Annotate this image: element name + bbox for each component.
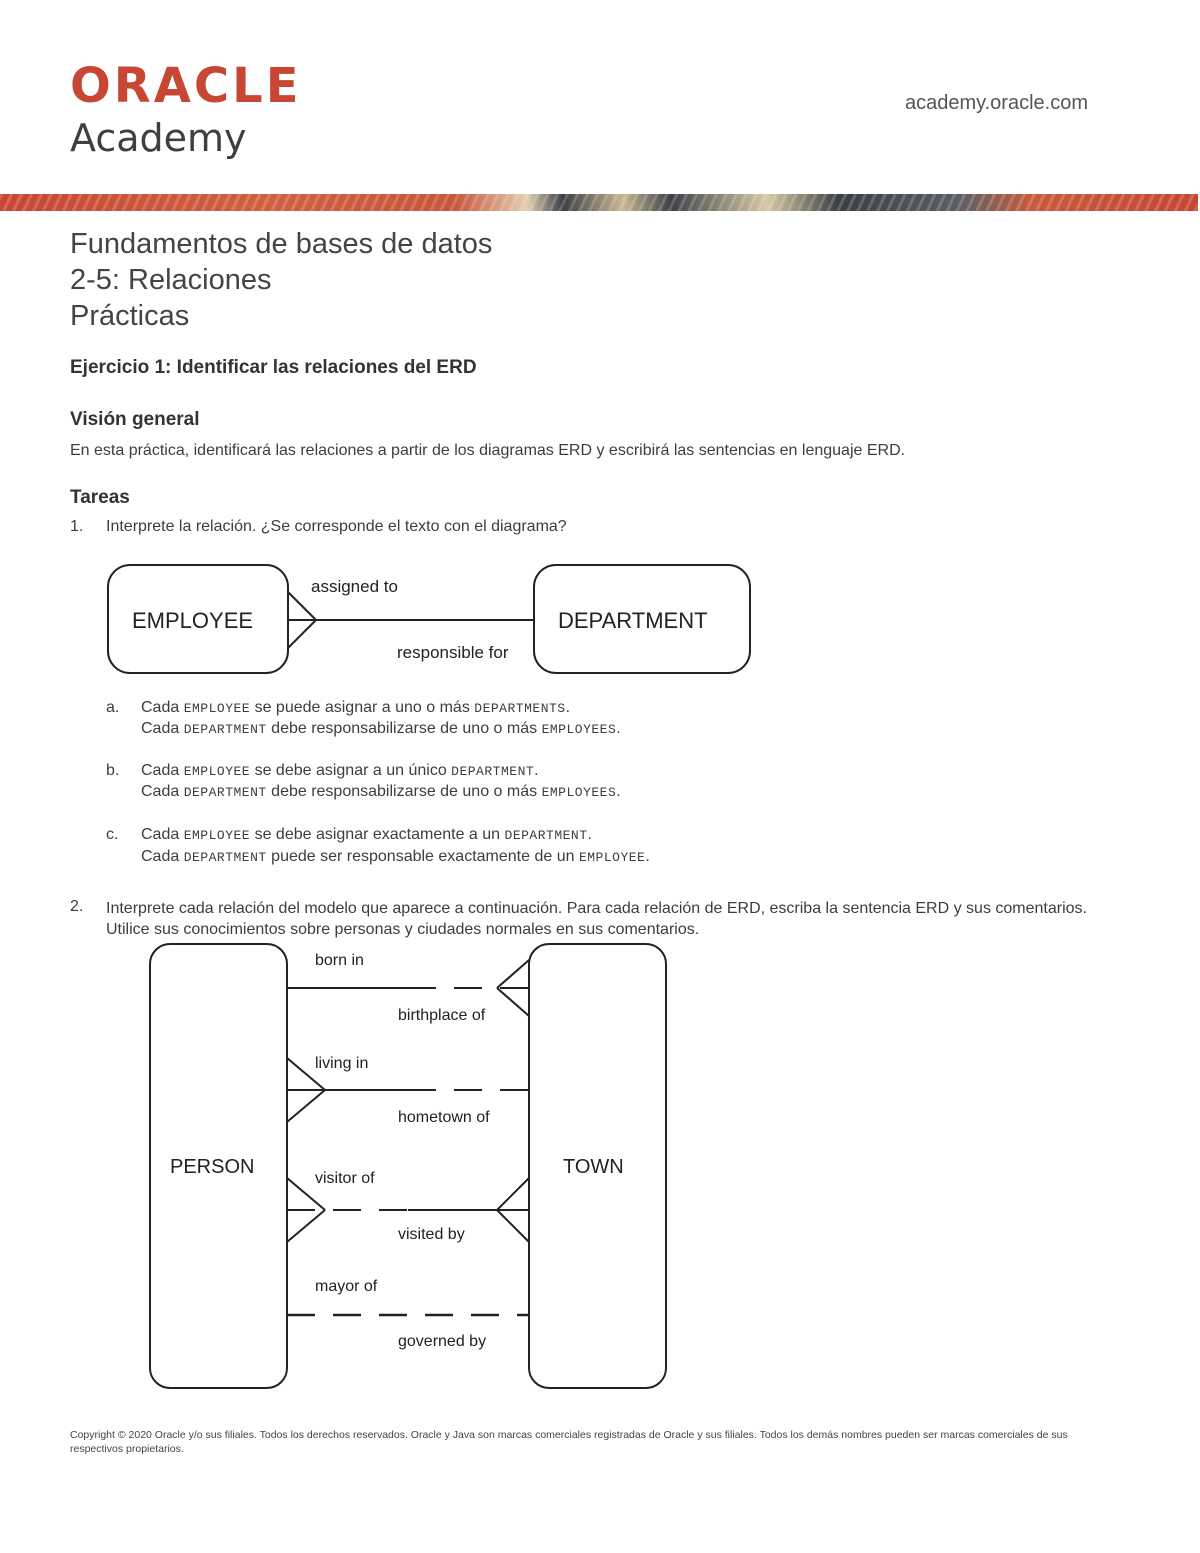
label-living-in: living in [315,1055,369,1072]
employee-entity-label: EMPLOYEE [132,608,254,633]
task2-number: 2. [70,898,84,915]
overview-heading: Visión general [70,409,200,430]
rel1-crows-foot-upper [497,960,529,988]
label-governed-by: governed by [398,1333,487,1350]
option-b-line1: Cada EMPLOYEE se debe asignar a un único DEPARTMENT. [141,762,539,779]
option-b-letter: b. [106,762,120,779]
label-visited-by: visited by [398,1226,465,1243]
section-title: Prácticas [70,300,190,332]
rel3-right-crows-foot-upper [497,1178,529,1210]
lesson-title: 2-5: Relaciones [70,264,272,296]
option-c-line1: Cada EMPLOYEE se debe asignar exactamente a un DEPARTMENT. [141,826,592,843]
label-mayor-of: mayor of [315,1278,378,1295]
erd-diagram-person-town [140,938,680,1398]
site-url: academy.oracle.com [904,92,1088,114]
erd-diagram-employee-department [100,560,760,680]
task2-text: Interprete cada relación del modelo que aparece a continuación. Para cada relación de ERD, escriba la sentencia ERD y sus comentarios. Utilice sus conocimientos sobre personas y ciudades normales en sus comentarios. [106,900,1087,938]
oracle-logo: ORACLE [70,58,302,114]
crows-foot-upper [288,592,316,620]
option-c-letter: c. [106,826,119,843]
label-assigned-to: assigned to [311,577,398,596]
page-title [70,226,492,334]
rel3-right-crows-foot-lower [497,1210,529,1242]
decorative-banner [0,194,1198,211]
task1-number: 1. [70,518,84,535]
rel2-crows-foot-lower [287,1090,325,1122]
option-a-letter: a. [106,699,120,716]
person-entity-label: PERSON [170,1156,255,1178]
rel1-crows-foot-lower [497,988,529,1016]
academy-wordmark: Academy [70,116,247,160]
label-responsible-for: responsible for [397,643,509,662]
rel3-left-crows-foot-lower [287,1210,325,1242]
course-title: Fundamentos de bases de datos [70,228,493,260]
label-hometown-of: hometown of [398,1109,490,1126]
label-birthplace-of: birthplace of [398,1007,486,1024]
task1-text: Interprete la relación. ¿Se corresponde el texto con el diagrama? [106,518,567,535]
crows-foot-lower [288,620,316,648]
overview-text: En esta práctica, identificará las relaciones a partir de los diagramas ERD y escribirá las sentencias en lenguaje ERD. [70,442,906,459]
tasks-heading: Tareas [70,487,130,508]
option-b-line2: Cada DEPARTMENT debe responsabilizarse de uno o más EMPLOYEES. [141,783,621,800]
exercise-title: Ejercicio 1: Identificar las relaciones del ERD [70,357,477,378]
label-born-in: born in [315,952,364,969]
option-a-line1: Cada EMPLOYEE se puede asignar a uno o más DEPARTMENTS. [141,699,571,716]
town-entity-label: TOWN [563,1156,624,1178]
option-c-line2: Cada DEPARTMENT puede ser responsable exactamente de un EMPLOYEE. [141,848,650,865]
copyright-footer: Copyright © 2020 Oracle y/o sus filiales. Todos los derechos reservados. Oracle y Java son marcas comerciales registradas de Oracle y sus filiales. Todos los demás nombres pueden ser marcas comerciales de sus respectivos propietarios. [70,1429,1068,1455]
option-a-line2: Cada DEPARTMENT debe responsabilizarse de uno o más EMPLOYEES. [141,720,621,737]
department-entity-label: DEPARTMENT [558,608,708,633]
label-visitor-of: visitor of [315,1170,375,1187]
